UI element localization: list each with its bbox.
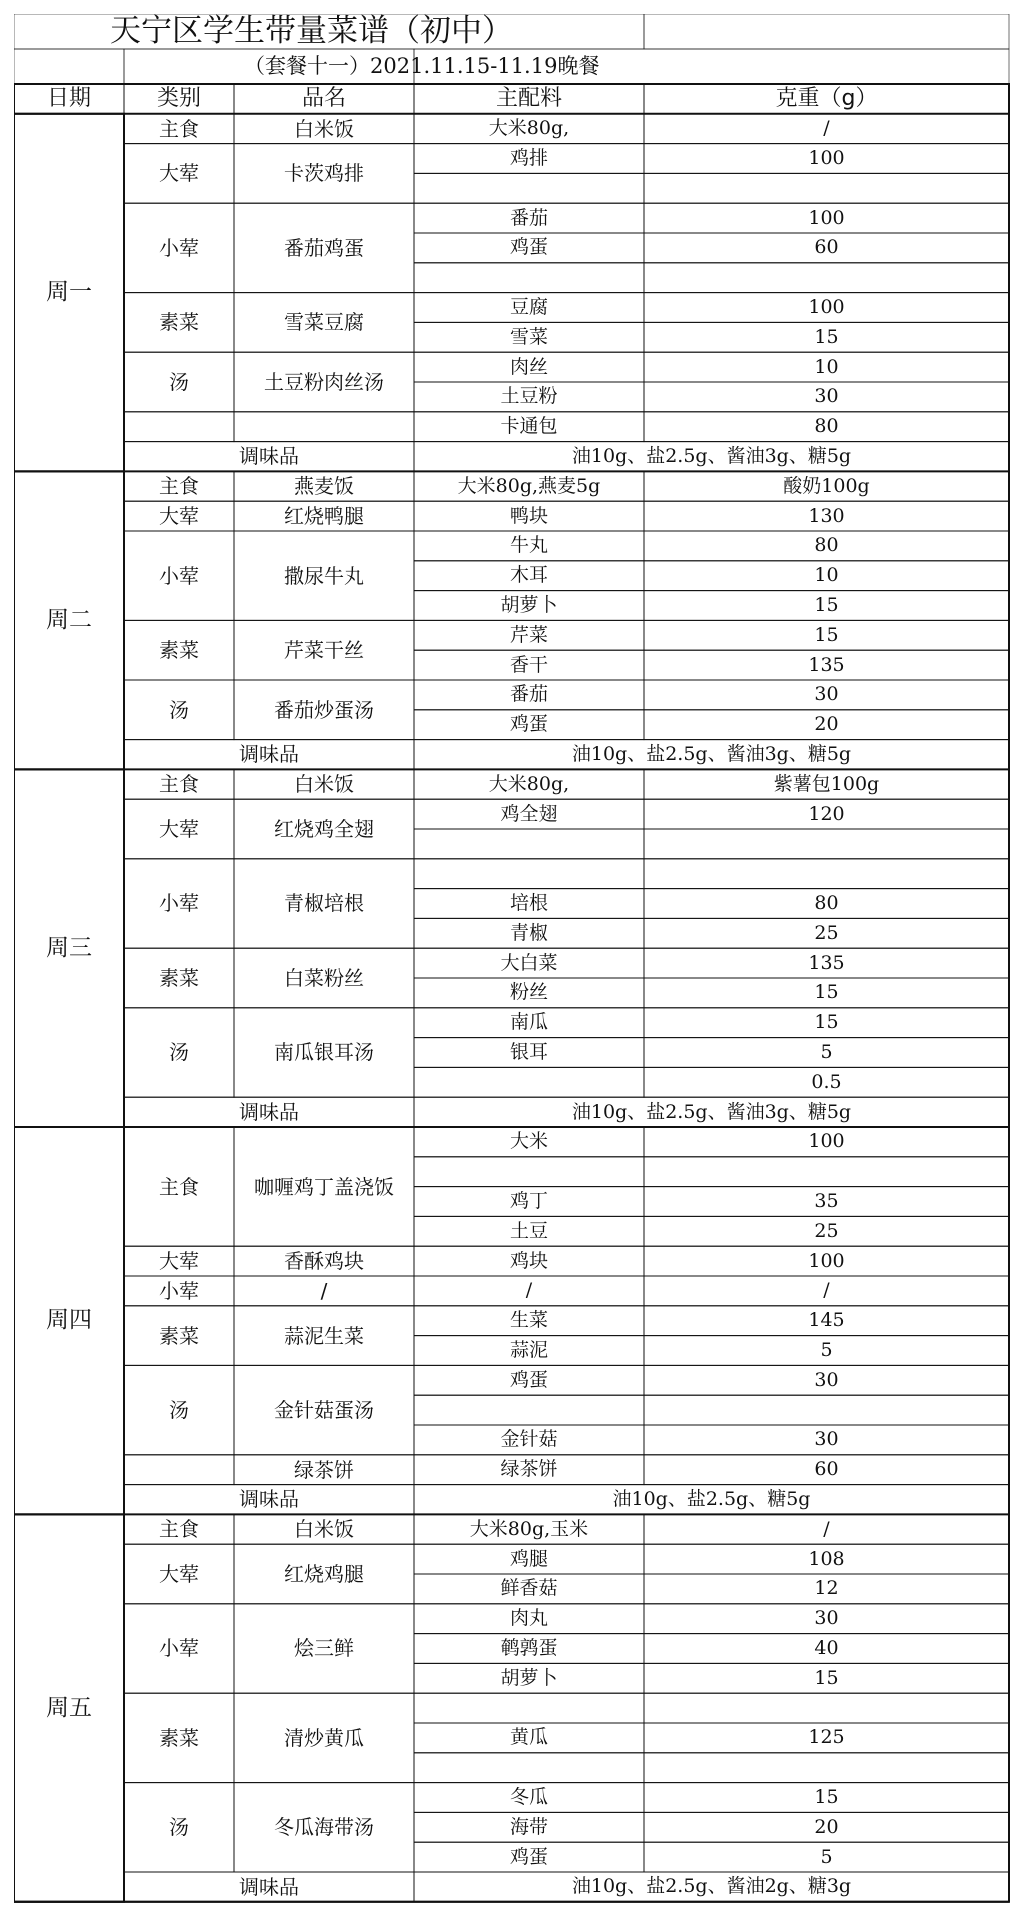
weight-cell: 30: [814, 1428, 839, 1451]
dish-cell: 雪菜豆腐: [284, 310, 364, 335]
weight-cell: [644, 1395, 1009, 1425]
dish-cell: /: [320, 1278, 328, 1303]
weight-cell: [644, 173, 1009, 203]
weight-cell: 15: [814, 623, 839, 646]
category-cell: 汤: [169, 1040, 189, 1065]
ingredient-cell: 银耳: [509, 1040, 548, 1063]
ingredient-cell: 鸡蛋: [509, 713, 548, 736]
ingredient-cell: 青椒: [509, 921, 548, 944]
category-cell: 素菜: [159, 965, 199, 990]
weight-cell: [644, 263, 1009, 293]
weight-cell: 30: [814, 683, 839, 706]
ingredient-cell: [414, 1157, 644, 1187]
ingredient-cell: 大米80g,: [488, 772, 570, 795]
ingredient-cell: 肉丸: [509, 1607, 548, 1630]
weight-cell: 0.5: [811, 1070, 842, 1093]
ingredient-cell: 鸡全翅: [500, 802, 558, 825]
ingredient-cell: 香干: [509, 653, 548, 676]
weight-cell: 10: [814, 355, 839, 378]
weight-cell: 25: [814, 1219, 839, 1242]
weight-cell: 30: [814, 1368, 839, 1391]
ingredient-cell: 冬瓜: [509, 1785, 548, 1808]
weight-cell: 30: [814, 1607, 839, 1630]
category-cell: 素菜: [159, 310, 199, 335]
dish-cell: 咖喱鸡丁盖浇饭: [254, 1174, 394, 1199]
weight-cell: 15: [814, 981, 839, 1004]
seasoning-label: 调味品: [239, 444, 299, 469]
weight-cell: 15: [814, 1011, 839, 1034]
weight-cell: [644, 829, 1009, 859]
menu-subtitle: （套餐十一）2021.11.15-11.19晚餐: [244, 54, 600, 78]
category-cell: 小荤: [159, 235, 199, 260]
weight-cell: 15: [814, 593, 839, 616]
ingredient-cell: 粉丝: [509, 981, 548, 1004]
seasoning-value: 油10g、盐2.5g、酱油3g、糖5g: [571, 1100, 852, 1123]
ingredient-cell: [414, 1395, 644, 1425]
weight-cell: 100: [808, 295, 845, 318]
dish-cell: 白菜粉丝: [284, 965, 364, 990]
ingredient-cell: 胡萝卜: [500, 593, 558, 616]
seasoning-value: 油10g、盐2.5g、酱油3g、糖5g: [571, 444, 852, 467]
ingredient-cell: 蒜泥: [509, 1338, 548, 1361]
category-cell: 大荤: [159, 816, 199, 841]
weight-cell: 130: [808, 504, 845, 527]
weight-cell: 145: [808, 1309, 845, 1332]
weight-cell: 25: [814, 921, 839, 944]
dish-cell: 白米饭: [294, 772, 354, 797]
ingredient-cell: 鸡排: [509, 146, 548, 169]
ingredient-cell: [414, 1067, 644, 1097]
category-cell: 主食: [159, 1174, 199, 1199]
seasoning-label: 调味品: [239, 742, 299, 767]
weight-cell: 120: [808, 802, 845, 825]
day-label: 周二: [46, 606, 92, 633]
category-cell: 大荤: [159, 504, 199, 529]
ingredient-cell: 鸭块: [509, 504, 548, 527]
dish-cell: 撒尿牛丸: [284, 563, 364, 588]
ingredient-cell: [414, 263, 644, 293]
ingredient-cell: [414, 829, 644, 859]
weight-cell: 80: [814, 891, 839, 914]
header-date: 日期: [46, 85, 91, 111]
dish-cell: [234, 412, 414, 442]
ingredient-cell: 大米80g,玉米: [469, 1517, 589, 1540]
category-cell: 小荤: [159, 891, 199, 916]
weight-cell: 20: [814, 713, 839, 736]
weight-cell: 125: [808, 1726, 845, 1749]
dish-cell: 绿茶饼: [294, 1457, 354, 1482]
seasoning-value: 油10g、盐2.5g、酱油2g、糖3g: [571, 1875, 852, 1898]
category-cell: [124, 1455, 234, 1485]
ingredient-cell: 鸡蛋: [509, 236, 548, 259]
weight-cell: 15: [814, 1666, 839, 1689]
weight-cell: 30: [814, 385, 839, 408]
ingredient-cell: 绿茶饼: [500, 1458, 558, 1481]
weight-cell: 108: [808, 1547, 845, 1570]
category-cell: 主食: [159, 772, 199, 797]
weight-cell: 紫薯包100g: [773, 772, 880, 795]
weight-cell: /: [823, 117, 830, 140]
category-cell: 小荤: [159, 1278, 199, 1303]
ingredient-cell: 鸡丁: [509, 1189, 548, 1212]
weight-cell: 5: [820, 1338, 833, 1361]
weight-cell: 10: [814, 564, 839, 587]
category-cell: 大荤: [159, 161, 199, 186]
ingredient-cell: 豆腐: [509, 295, 548, 318]
dish-cell: 红烧鸡全翅: [274, 816, 374, 841]
menu-sheet: [14, 14, 1024, 1914]
weight-cell: 35: [814, 1189, 839, 1212]
weight-cell: 135: [808, 951, 845, 974]
ingredient-cell: 培根: [509, 891, 548, 914]
ingredient-cell: 番茄: [509, 206, 548, 229]
dish-cell: 南瓜银耳汤: [274, 1040, 374, 1065]
weight-cell: 5: [820, 1845, 833, 1868]
day-label: 周五: [46, 1694, 92, 1721]
ingredient-cell: 大白菜: [500, 951, 558, 974]
ingredient-cell: [414, 1753, 644, 1783]
header-weight: 克重（g）: [775, 85, 878, 111]
weight-cell: 80: [814, 534, 839, 557]
header-category: 类别: [156, 85, 201, 111]
ingredient-cell: 黄瓜: [509, 1726, 548, 1749]
category-cell: 大荤: [159, 1561, 199, 1586]
seasoning-label: 调味品: [239, 1487, 299, 1512]
dish-cell: 蒜泥生菜: [284, 1323, 364, 1348]
category-cell: 汤: [169, 1815, 189, 1840]
category-cell: 汤: [169, 697, 189, 722]
weight-cell: 酸奶100g: [783, 474, 870, 497]
dish-cell: 番茄鸡蛋: [284, 235, 364, 260]
category-cell: 小荤: [159, 1636, 199, 1661]
dish-cell: 烩三鲜: [294, 1636, 354, 1661]
weight-cell: 135: [808, 653, 845, 676]
weight-cell: 60: [814, 236, 839, 259]
weight-cell: 15: [814, 325, 839, 348]
ingredient-cell: 卡通包: [500, 415, 558, 438]
weight-cell: 5: [820, 1040, 833, 1063]
ingredient-cell: 南瓜: [509, 1011, 548, 1034]
ingredient-cell: 鸡蛋: [509, 1845, 548, 1868]
page-title: 天宁区学生带量菜谱（初中）: [110, 14, 513, 49]
category-cell: [124, 412, 234, 442]
category-cell: 汤: [169, 369, 189, 394]
weight-cell: /: [823, 1279, 830, 1302]
weight-cell: [644, 1157, 1009, 1187]
category-cell: 主食: [159, 116, 199, 141]
header-ingredient: 主配料: [495, 85, 562, 111]
dish-cell: 冬瓜海带汤: [274, 1815, 374, 1840]
weight-cell: [644, 859, 1009, 889]
ingredient-cell: /: [525, 1279, 533, 1302]
ingredient-cell: 木耳: [509, 564, 548, 587]
weight-cell: 100: [808, 1249, 845, 1272]
ingredient-cell: 海带: [509, 1815, 548, 1838]
weight-cell: /: [823, 1517, 830, 1540]
ingredient-cell: 鸡蛋: [509, 1368, 548, 1391]
category-cell: 素菜: [159, 1725, 199, 1750]
ingredient-cell: 鹌鹑蛋: [500, 1636, 558, 1659]
ingredient-cell: 大米80g,燕麦5g: [457, 474, 601, 497]
dish-cell: 清炒黄瓜: [284, 1725, 364, 1750]
seasoning-value: 油10g、盐2.5g、酱油3g、糖5g: [571, 742, 852, 765]
weight-cell: 20: [814, 1815, 839, 1838]
category-cell: 主食: [159, 474, 199, 499]
category-cell: 汤: [169, 1398, 189, 1423]
weight-cell: 12: [814, 1577, 839, 1600]
weight-cell: [644, 1753, 1009, 1783]
weight-cell: 100: [808, 146, 845, 169]
ingredient-cell: [414, 859, 644, 889]
dish-cell: 土豆粉肉丝汤: [264, 369, 384, 394]
seasoning-label: 调味品: [239, 1874, 299, 1899]
ingredient-cell: 土豆粉: [500, 385, 558, 408]
category-cell: 大荤: [159, 1249, 199, 1274]
dish-cell: 芹菜干丝: [284, 638, 364, 663]
dish-cell: 香酥鸡块: [284, 1249, 364, 1274]
weight-cell: 40: [814, 1636, 839, 1659]
day-label: 周三: [46, 934, 92, 961]
seasoning-value: 油10g、盐2.5g、糖5g: [612, 1487, 811, 1510]
category-cell: 素菜: [159, 638, 199, 663]
cell-border: [644, 14, 1009, 49]
category-cell: 小荤: [159, 563, 199, 588]
dish-cell: 红烧鸭腿: [284, 504, 364, 529]
category-cell: 素菜: [159, 1323, 199, 1348]
weight-cell: 100: [808, 206, 845, 229]
category-cell: 主食: [159, 1517, 199, 1542]
ingredient-cell: 鸡块: [509, 1249, 548, 1272]
ingredient-cell: 番茄: [509, 683, 548, 706]
dish-cell: 青椒培根: [284, 891, 364, 916]
dish-cell: 金针菇蛋汤: [274, 1398, 374, 1423]
weight-cell: [644, 1693, 1009, 1723]
ingredient-cell: 雪菜: [509, 325, 548, 348]
day-label: 周四: [46, 1307, 92, 1334]
ingredient-cell: 芹菜: [509, 623, 548, 646]
dish-cell: 卡茨鸡排: [284, 161, 364, 186]
ingredient-cell: [414, 1693, 644, 1723]
weight-cell: 60: [814, 1458, 839, 1481]
day-label: 周一: [46, 279, 92, 306]
weight-cell: 80: [814, 415, 839, 438]
ingredient-cell: 金针菇: [500, 1428, 558, 1451]
weight-cell: 15: [814, 1785, 839, 1808]
ingredient-cell: [414, 173, 644, 203]
ingredient-cell: 牛丸: [509, 534, 548, 557]
ingredient-cell: 生菜: [509, 1309, 548, 1332]
ingredient-cell: 胡萝卜: [500, 1666, 558, 1689]
ingredient-cell: 鸡腿: [509, 1547, 548, 1570]
weight-cell: 100: [808, 1130, 845, 1153]
ingredient-cell: 大米80g,: [488, 117, 570, 140]
dish-cell: 番茄炒蛋汤: [274, 697, 374, 722]
ingredient-cell: 肉丝: [509, 355, 548, 378]
dish-cell: 燕麦饭: [294, 474, 354, 499]
ingredient-cell: 鲜香菇: [500, 1577, 558, 1600]
dish-cell: 白米饭: [294, 1517, 354, 1542]
ingredient-cell: 土豆: [509, 1219, 548, 1242]
header-dish: 品名: [301, 85, 346, 111]
dish-cell: 白米饭: [294, 116, 354, 141]
ingredient-cell: 大米: [509, 1130, 548, 1153]
seasoning-label: 调味品: [239, 1100, 299, 1125]
dish-cell: 红烧鸡腿: [284, 1561, 364, 1586]
